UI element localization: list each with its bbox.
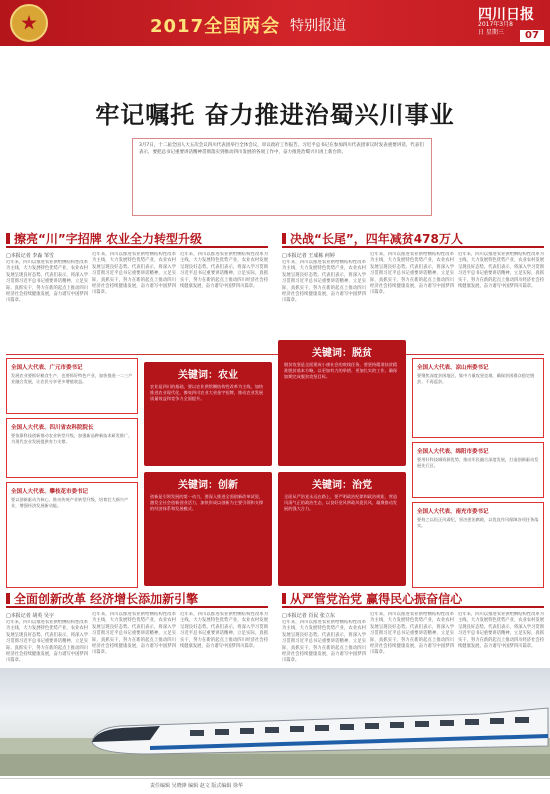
article-column: 近年来，四川以推进农业供给侧结构性改革为主线，大力发展特色优势产业，农业农村发展呈现良好态势。代表们表示，将深入学习贯彻习近平总书记重要讲话精神，立足实际，真抓实干，努力在新的起点上推动四川经济社会持续健康发展，奋力谱写中国梦四川篇章。 [180,612,268,650]
quote-text: 要聚焦深度贫困地区，集中力量攻坚克难，确保贫困群众稳定脱贫、不再返贫。 [417,373,535,385]
card-text: 农业是四川的基础，要以农业供给侧结构性改革为主线，加快推进农业现代化，擦亮四川农业大省金字招牌，推动农业发展质量效益和竞争力全面提升。 [150,384,264,402]
article-column: 近年来，四川以推进农业供给侧结构性改革为主线，大力发展特色优势产业，农业农村发展呈现良好态势。代表们表示，将深入学习贯彻习近平总书记重要讲话精神，立足实际，真抓实干，努力在新的起点上推动四川经济社会持续健康发展，奋力谱写中国梦四川篇章。 [458,612,544,650]
quote-box [6,482,138,588]
quote-title: 全国人大代表、南充市委书记 [417,509,489,515]
article-column: 近年来，四川以推进农业供给侧结构性改革为主线，大力发展特色优势产业，农业农村发展呈现良好态势。代表们表示，将深入学习贯彻习近平总书记重要讲话精神，立足实际，真抓实干，努力在新的起点上推动四川经济社会持续健康发展，奋力谱写中国梦四川篇章。 [282,260,366,304]
section-title: 全面创新改革 经济增长添加新引擎 [14,592,199,606]
train-illustration [0,668,550,776]
page-headline: 牢记嘱托 奋力推进治蜀兴川事业 [95,101,455,129]
quote-title: 全国人大代表、攀枝花市委书记 [11,489,89,495]
quote-text: 要依靠科技创新推动农业转型升级，加强新品种新技术研发推广，为现代农业发展提供有力支撑。 [11,433,133,445]
page-footer: 责任编辑 吴晓锋 编辑 赵文 版式编辑 徐华 [0,778,550,794]
article-column: 近年来，四川以推进农业供给侧结构性改革为主线，大力发展特色优势产业，农业农村发展呈现良好态势。代表们表示，将深入学习贯彻习近平总书记重要讲话精神，立足实际，真抓实干，努力在新的起点上推动四川经济社会持续健康发展，奋力谱写中国梦四川篇章。 [92,612,176,656]
byline: □本报记者 李淼 邹雪 [6,253,54,259]
header-banner [0,0,550,46]
intro-box: 3月7日，十二届全国人大五次会议四川代表团举行全体会议，审议政府工作报告。习近平总书记在参加四川代表团审议时发表重要讲话，代表们表示，要把总书记重要讲话精神贯彻落实到推动四川发展的各项工作中，奋力推进治蜀兴川再上新台阶。 [132,138,432,216]
keyword-card-agriculture [144,362,272,466]
bullet-train-photo [0,668,550,776]
card-text: 全面从严治党永远在路上，要严明政治纪律和政治规矩，营造风清气正的政治生态，以良好党风带政风促民风，凝聚推动发展的强大合力。 [284,494,398,512]
article-column: 近年来，四川以推进农业供给侧结构性改革为主线，大力发展特色优势产业，农业农村发展呈现良好态势。代表们表示，将深入学习贯彻习近平总书记重要讲话精神，立足实际，真抓实干，努力在新的起点上推动四川经济社会持续健康发展，奋力谱写中国梦四川篇章。 [370,612,454,656]
card-title: 关键词：农业 [178,370,238,381]
card-title: 关键词：脱贫 [312,348,372,359]
section-title: 决战“长尾”，四年减贫478万人 [290,232,463,246]
banner-subtitle: 特别报道 [290,18,346,34]
section-header-agriculture [6,232,268,248]
section-header-governance [282,592,544,608]
section-title: 擦亮“川”字招牌 农业全力转型升级 [14,232,202,246]
quote-box [412,358,544,438]
article-column: 近年来，四川以推进农业供给侧结构性改革为主线，大力发展特色优势产业，农业农村发展呈现良好态势。代表们表示，将深入学习贯彻习近平总书记重要讲话精神，立足实际，真抓实干，努力在新的起点上推动四川经济社会持续健康发展，奋力谱写中国梦四川篇章。 [6,620,88,664]
card-text: 创新是引领发展的第一动力，要深入推进全面创新改革试验，激发全社会创新创业活力，加快形成以创新为主要引领和支撑的经济体系和发展模式。 [150,494,264,512]
section-header-innovation [6,592,268,608]
keyword-card-poverty [278,340,406,466]
article-column: 近年来，四川以推进农业供给侧结构性改革为主线，大力发展特色优势产业，农业农村发展呈现良好态势。代表们表示，将深入学习贯彻习近平总书记重要讲话精神，立足实际，真抓实干，努力在新的起点上推动四川经济社会持续健康发展，奋力谱写中国梦四川篇章。 [6,260,88,304]
page-number: 07 [520,30,544,42]
quote-title: 全国人大代表、广元市委书记 [11,365,83,371]
quote-text: 发展农业要抓好粮食生产，也要抓好特色产业，加快推进一二三产业融合发展，让农民分享更多增值收益。 [11,373,133,385]
quote-text: 要以创新驱动为核心，推动传统产业转型升级，培育壮大新兴产业，增强经济发展新动能。 [11,497,129,509]
card-text: 脱贫攻坚是全面建成小康社会的底线任务，要坚持精准扶贫精准脱贫基本方略，以更加有力的举措、更加扎实的工作，确保如期完成脱贫攻坚目标。 [284,362,398,380]
quote-text: 要持之以恒正风肃纪，坚决惩治腐败，以优良作风保障各项任务落实。 [417,517,539,529]
quote-title: 全国人大代表、绵阳市委书记 [417,449,489,455]
national-emblem-icon [10,4,48,42]
keyword-card-innovation [144,472,272,586]
quote-box [412,442,544,498]
quote-box [412,502,544,588]
quote-box [6,358,138,414]
card-title: 关键词：创新 [178,480,238,491]
quote-title: 全国人大代表、凉山州委书记 [417,365,489,371]
article-column: 近年来，四川以推进农业供给侧结构性改革为主线，大力发展特色优势产业，农业农村发展呈现良好态势。代表们表示，将深入学习贯彻习近平总书记重要讲话精神，立足实际，真抓实干，努力在新的起点上推动四川经济社会持续健康发展，奋力谱写中国梦四川篇章。 [180,252,268,290]
article-column: 近年来，四川以推进农业供给侧结构性改革为主线，大力发展特色优势产业，农业农村发展呈现良好态势。代表们表示，将深入学习贯彻习近平总书记重要讲话精神，立足实际，真抓实干，努力在新的起点上推动四川经济社会持续健康发展，奋力谱写中国梦四川篇章。 [370,252,454,296]
section-header-poverty [282,232,544,248]
keyword-card-governance [278,472,406,586]
quote-box [6,418,138,478]
article-column: 近年来，四川以推进农业供给侧结构性改革为主线，大力发展特色优势产业，农业农村发展呈现良好态势。代表们表示，将深入学习贯彻习近平总书记重要讲话精神，立足实际，真抓实干，努力在新的起点上推动四川经济社会持续健康发展，奋力谱写中国梦四川篇章。 [458,252,544,290]
paper-date: 2017年3月8日 星期三 [478,21,513,36]
paper-logo: 四川日报 [478,7,534,23]
quote-text: 要用好科技城资源优势，推动军民融合深度发展，打造创新驱动发展先行区。 [417,457,539,469]
byline: □本报记者 肖民 张立东 [282,613,335,619]
divider [6,354,544,355]
section-title: 从严管党治党 赢得民心振奋信心 [290,592,463,606]
byline: □本报记者 胡英 吴宇 [6,613,54,619]
article-column: 近年来，四川以推进农业供给侧结构性改革为主线，大力发展特色优势产业，农业农村发展呈现良好态势。代表们表示，将深入学习贯彻习近平总书记重要讲话精神，立足实际，真抓实干，努力在新的起点上推动四川经济社会持续健康发展，奋力谱写中国梦四川篇章。 [282,620,366,664]
article-column: 近年来，四川以推进农业供给侧结构性改革为主线，大力发展特色优势产业，农业农村发展呈现良好态势。代表们表示，将深入学习贯彻习近平总书记重要讲话精神，立足实际，真抓实干，努力在新的起点上推动四川经济社会持续健康发展，奋力谱写中国梦四川篇章。 [92,252,176,296]
card-title: 关键词：治党 [312,480,372,491]
quote-title: 全国人大代表、四川省农科院院长 [11,425,94,431]
byline: □本报记者 王成栋 何婷 [282,253,335,259]
banner-title: 2017全国两会 [150,16,281,37]
